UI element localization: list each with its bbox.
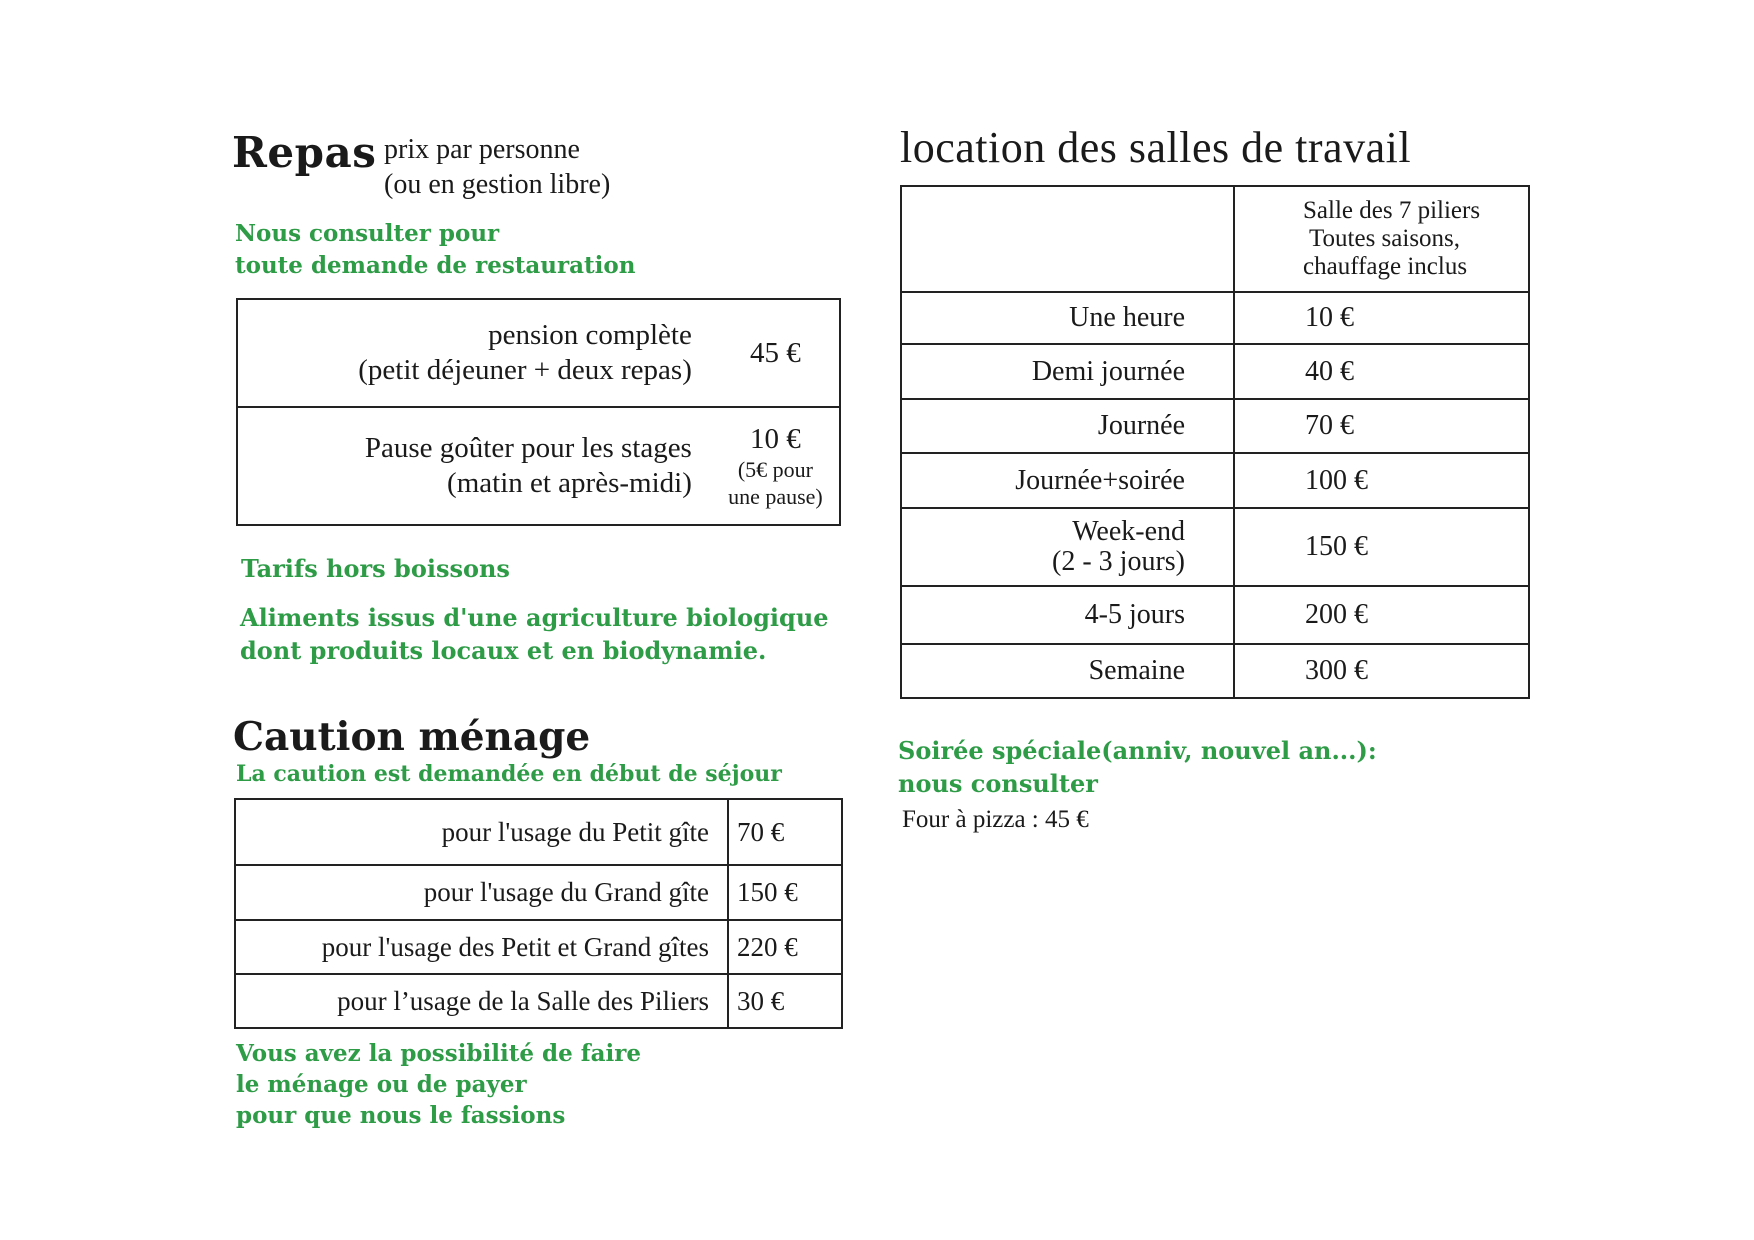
repas-footnote-boissons: Tarifs hors boissons (241, 554, 510, 583)
repas-row-pension (237, 299, 840, 407)
location-footnote-line1: Soirée spéciale(anniv, nouvel an...): (898, 736, 1377, 765)
location-header-line3: chauffage inclus (1303, 253, 1468, 280)
repas-row-label-line1: Pause goûter pour les stages (364, 432, 692, 464)
caution-row-label: pour l'usage des Petit et Grand gîtes (235, 920, 728, 974)
caution-row (235, 799, 842, 865)
location-row (901, 344, 1529, 399)
location-row (901, 399, 1529, 453)
repas-price-table (236, 298, 841, 526)
repas-subtitle-line1: prix par personne (384, 134, 580, 165)
caution-footnote-line2: le ménage ou de payer (236, 1071, 527, 1098)
location-row-price: 200 € (1234, 586, 1529, 644)
repas-row-label (237, 299, 712, 407)
location-row-label: Journée+soirée (901, 453, 1234, 508)
location-price-table (900, 185, 1530, 699)
location-row (901, 292, 1529, 344)
caution-row (235, 920, 842, 974)
location-row-label: Une heure (901, 292, 1234, 344)
repas-row-label-line2: (petit déjeuner + deux repas) (358, 354, 692, 386)
location-row-price: 10 € (1234, 292, 1529, 344)
location-row (901, 586, 1529, 644)
location-row-label (901, 508, 1234, 586)
caution-footnote-line1: Vous avez la possibilité de faire (236, 1040, 641, 1067)
location-row-label-line1: Week-end (1072, 516, 1185, 547)
location-row-label: Semaine (901, 644, 1234, 698)
location-header-empty (901, 186, 1234, 292)
location-row-label-line2: (2 - 3 jours) (1052, 546, 1185, 577)
location-header-line1: Salle des 7 piliers (1303, 197, 1481, 224)
repas-note (235, 218, 635, 282)
pizza-oven-price: Four à pizza : 45 € (902, 806, 1089, 833)
caution-row (235, 974, 842, 1028)
repas-row-label (237, 407, 712, 525)
location-row-price: 300 € (1234, 644, 1529, 698)
caution-footnote-line3: pour que nous le fassions (236, 1102, 566, 1129)
repas-footnote-bio (240, 601, 829, 667)
repas-row-label-line1: pension complète (488, 319, 692, 351)
caution-row-price: 70 € (728, 799, 842, 865)
repas-footnote-bio-line2: dont produits locaux et en biodynamie. (240, 636, 767, 665)
location-row-label: 4-5 jours (901, 586, 1234, 644)
repas-note-line1: Nous consulter pour (235, 220, 500, 247)
repas-row-gouter (237, 407, 840, 525)
caution-price-table (234, 798, 843, 1029)
location-header-row (901, 186, 1529, 292)
location-row-price: 100 € (1234, 453, 1529, 508)
repas-row-price: 45 € (712, 299, 840, 407)
location-row (901, 453, 1529, 508)
repas-row-price-note-line2: une pause) (728, 483, 823, 509)
location-row-price: 70 € (1234, 399, 1529, 453)
caution-title: Caution ménage (233, 714, 591, 760)
location-footnote-line2: nous consulter (898, 769, 1098, 798)
caution-row (235, 865, 842, 920)
location-row-price: 40 € (1234, 344, 1529, 399)
repas-row-price-note-line1: (5€ pour (737, 456, 813, 482)
location-title: location des salles de travail (900, 123, 1412, 172)
caution-row-label: pour l'usage du Grand gîte (235, 865, 728, 920)
location-footnote (898, 734, 1377, 800)
location-header-salle (1234, 186, 1529, 292)
location-header-line2: Toutes saisons, (1309, 225, 1461, 252)
caution-row-price: 220 € (728, 920, 842, 974)
repas-row-label-line2: (matin et après-midi) (447, 467, 692, 499)
caution-row-price: 150 € (728, 865, 842, 920)
caution-footnote (236, 1038, 641, 1131)
repas-row-price-cell (712, 407, 840, 525)
location-row-label: Journée (901, 399, 1234, 453)
location-row-price: 150 € (1234, 508, 1529, 586)
caution-row-price: 30 € (728, 974, 842, 1028)
location-row (901, 508, 1529, 586)
repas-footnote-bio-line1: Aliments issus d'une agriculture biologique (240, 603, 829, 632)
caution-row-label: pour l’usage de la Salle des Piliers (235, 974, 728, 1028)
location-row (901, 644, 1529, 698)
location-row-label: Demi journée (901, 344, 1234, 399)
caution-subtitle: La caution est demandée en début de séjour (236, 761, 782, 787)
repas-title: Repas (232, 128, 377, 177)
repas-subtitle-line2: (ou en gestion libre) (384, 169, 611, 200)
repas-row-price: 10 € (750, 422, 801, 455)
repas-note-line2: toute demande de restauration (235, 252, 636, 279)
repas-subtitle (384, 132, 610, 202)
caution-row-label: pour l'usage du Petit gîte (235, 799, 728, 865)
